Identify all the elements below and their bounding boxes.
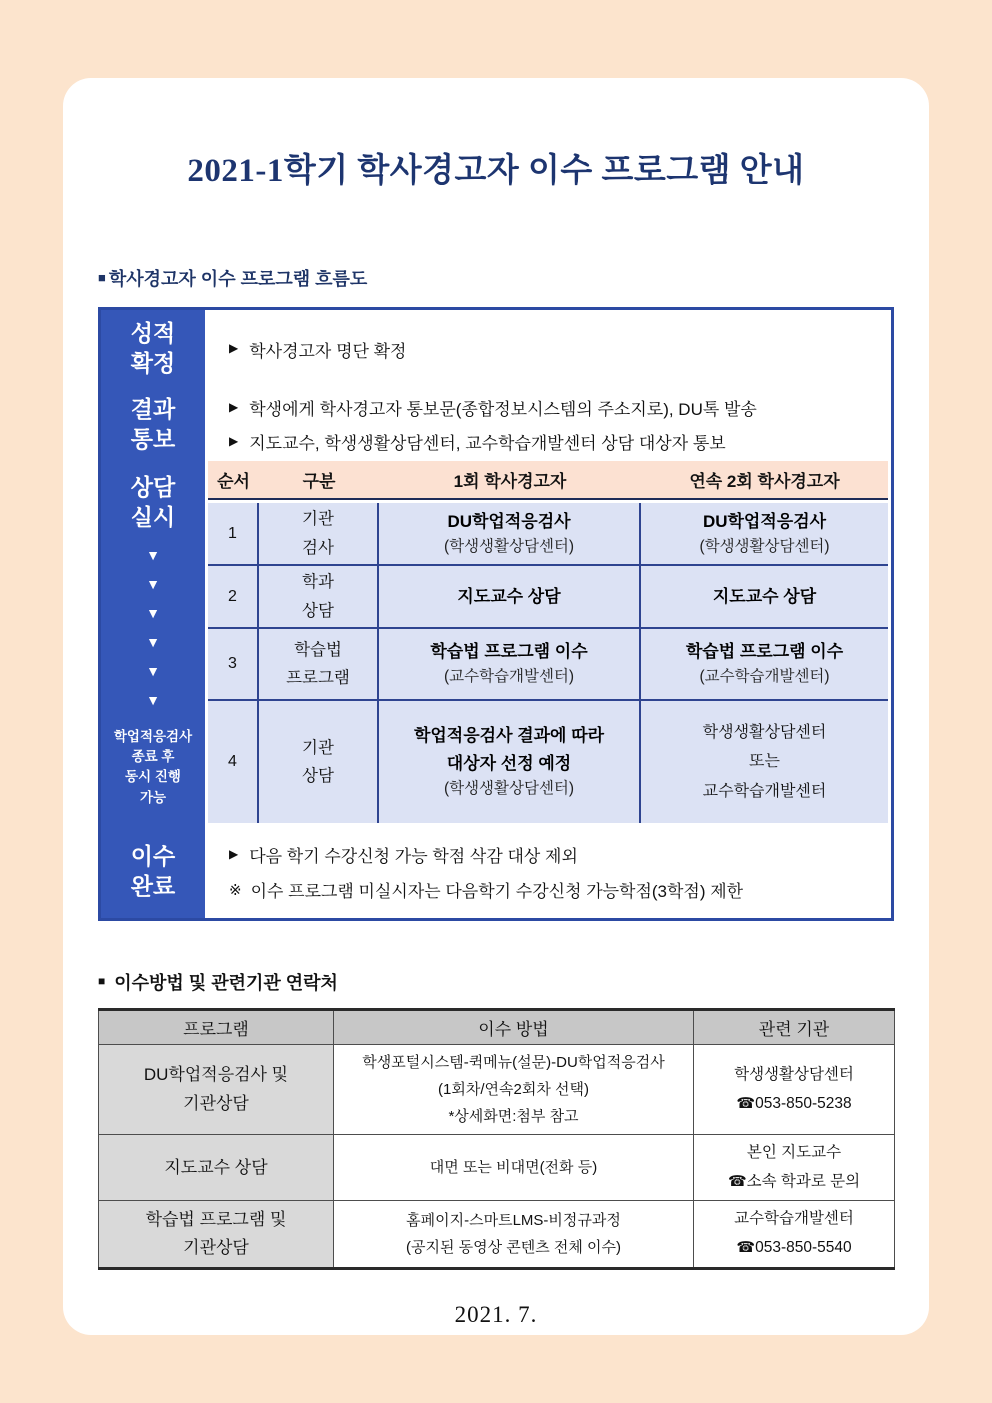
- column-header-method: 이수 방법: [334, 1010, 694, 1045]
- phone-icon: ☎: [736, 1239, 756, 1257]
- cell-row4-no: 4: [208, 701, 259, 823]
- column-header-category: 구분: [302, 472, 336, 491]
- cell-row1-first: DU학업적응검사 (학생생활상담센터): [379, 503, 641, 566]
- flow-item-text: 학사경고자 명단 확정: [249, 341, 407, 361]
- down-arrow-icon: ▼: [146, 575, 160, 592]
- schedule-table-header: [208, 461, 888, 500]
- document-card: [63, 78, 929, 1335]
- stage-completion: [101, 826, 205, 918]
- side-note-line: 가능: [139, 789, 167, 805]
- down-arrow-icon: ▼: [146, 546, 160, 563]
- contact-section-heading-label: 이수방법 및 관련기관 연락처: [114, 973, 338, 993]
- organization-cell: 교수학습개발센터 ☎053-850-5540: [694, 1201, 895, 1268]
- cell-row1-category: 기관 검사: [259, 503, 379, 566]
- stage-label-line: 상담: [130, 474, 176, 500]
- down-arrow-icon: ▼: [146, 604, 160, 621]
- flow-row-grade-confirm: [205, 310, 891, 388]
- cell-row3-first: 학습법 프로그램 이수 (교수학습개발센터): [379, 629, 641, 701]
- stage-label-line: 이수: [130, 843, 176, 870]
- program-cell: 지도교수 상담: [99, 1135, 334, 1201]
- column-header-first-warning: 1회 학사경고자: [453, 472, 567, 491]
- contact-row-du-test: [99, 1045, 895, 1135]
- flow-item-text: 다음 학기 수강신청 가능 학점 삭감 대상 제외: [249, 847, 578, 866]
- column-header-no: 순서: [217, 472, 250, 491]
- stage-label-line: 실시: [130, 503, 176, 530]
- right-triangle-icon: ▶: [229, 433, 239, 448]
- right-triangle-icon: ▶: [229, 846, 239, 861]
- phone-icon: ☎: [727, 1172, 747, 1190]
- cell-row2-second: 지도교수 상담: [641, 566, 888, 629]
- right-triangle-icon: ▶: [229, 399, 239, 414]
- stage-result-notice: [101, 388, 205, 461]
- cell-row2-no: 2: [208, 566, 259, 629]
- method-cell: 학생포털시스템-퀵메뉴(설문)-DU학업적응검사 (1회차/연속2회차 선택) *상세화면:첨부 참고: [334, 1045, 694, 1135]
- flow-item: [229, 395, 891, 420]
- side-note-line: 동시 진행: [125, 769, 181, 785]
- counseling-schedule-table: [205, 461, 891, 826]
- flow-item-text: 이수 프로그램 미실시자는 다음학기 수강신청 가능학점(3학점) 제한: [250, 882, 744, 901]
- stage-side-note: [114, 727, 192, 808]
- flow-row-result-notice: [205, 388, 891, 461]
- schedule-table-body: [208, 503, 888, 823]
- phone-line: ☎053-850-5238: [736, 1094, 852, 1112]
- cell-row4-second: 학생생활상담센터 또는 교수학습개발센터: [641, 701, 888, 823]
- down-arrow-icon: ▼: [146, 691, 160, 708]
- contact-table: [98, 1008, 895, 1270]
- stage-label-line: 결과: [130, 395, 176, 422]
- stage-counseling: [101, 461, 205, 826]
- organization-cell: 본인 지도교수 ☎소속 학과로 문의: [694, 1135, 895, 1201]
- side-note-line: 학업적응검사: [113, 728, 193, 744]
- method-cell: 대면 또는 비대면(전화 등): [334, 1135, 694, 1201]
- square-bullet-icon: ■: [98, 974, 106, 988]
- contact-row-learning-program: [99, 1201, 895, 1268]
- flow-section-heading-label: 학사경고자 이수 프로그램 흐름도: [108, 269, 368, 289]
- contact-row-advisor: [99, 1135, 895, 1201]
- flow-item: [229, 429, 891, 454]
- program-cell: DU학업적응검사 및 기관상담: [99, 1045, 334, 1135]
- flow-item-text: 지도교수, 학생생활상담센터, 교수학습개발센터 상담 대상자 통보: [249, 434, 726, 453]
- method-cell: 홈페이지-스마트LMS-비정규과정 (공지된 동영상 콘텐츠 전체 이수): [334, 1201, 694, 1268]
- cell-row2-category: 학과 상담: [259, 566, 379, 629]
- flow-item: [229, 842, 891, 867]
- flow-down-arrows: [146, 541, 160, 715]
- down-arrow-icon: ▼: [146, 662, 160, 679]
- cell-row1-no: 1: [208, 503, 259, 566]
- stage-label-line: 완료: [130, 873, 176, 899]
- cell-row4-first: 학업적응검사 결과에 따라 대상자 선정 예정 (학생생활상담센터): [379, 701, 641, 823]
- stage-counseling-label: [131, 473, 175, 533]
- cell-row4-category: 기관 상담: [259, 701, 379, 823]
- flow-item: [229, 337, 406, 362]
- column-header-organization: 관련 기관: [694, 1010, 895, 1045]
- cell-row3-second: 학습법 프로그램 이수 (교수학습개발센터): [641, 629, 888, 701]
- stage-label-line: 성적: [130, 320, 176, 347]
- column-header-program: 프로그램: [99, 1010, 334, 1045]
- phone-line: ☎소속 학과로 문의: [727, 1172, 861, 1190]
- flow-stage-column: [101, 310, 205, 918]
- phone-line: ☎053-850-5540: [736, 1239, 852, 1257]
- flow-section-heading: [98, 265, 894, 291]
- column-header-second-warning: 연속 2회 학사경고자: [689, 472, 840, 491]
- cell-row2-first: 지도교수 상담: [379, 566, 641, 629]
- contact-section-heading: [98, 969, 894, 995]
- page-title: 2021-1학기 학사경고자 이수 프로그램 안내: [187, 153, 805, 189]
- stage-label-line: 확정: [130, 350, 176, 376]
- document-date: 2021. 7.: [454, 1301, 538, 1327]
- down-arrow-icon: ▼: [146, 633, 160, 650]
- cell-row3-no: 3: [208, 629, 259, 701]
- flow-item-text: 학생에게 학사경고자 통보문(종합정보시스템의 주소지로), DU톡 발송: [249, 400, 757, 419]
- flow-item: [229, 877, 891, 902]
- right-triangle-icon: ▶: [229, 341, 239, 355]
- organization-cell: 학생생활상담센터 ☎053-850-5238: [694, 1045, 895, 1135]
- flow-table: [98, 307, 894, 921]
- cell-row3-category: 학습법 프로그램: [259, 629, 379, 701]
- square-bullet-icon: ■: [98, 269, 106, 285]
- flow-row-completion: [205, 826, 891, 918]
- stage-grade-confirm: [101, 310, 205, 388]
- flow-content-column: [205, 310, 891, 918]
- program-cell: 학습법 프로그램 및 기관상담: [99, 1201, 334, 1268]
- side-note-line: 종료 후: [131, 749, 175, 765]
- phone-icon: ☎: [736, 1094, 756, 1112]
- reference-mark-icon: ※: [229, 881, 242, 899]
- cell-row1-second: DU학업적응검사 (학생생활상담센터): [641, 503, 888, 566]
- stage-label-line: 통보: [130, 425, 176, 452]
- contact-header-row: [99, 1010, 895, 1045]
